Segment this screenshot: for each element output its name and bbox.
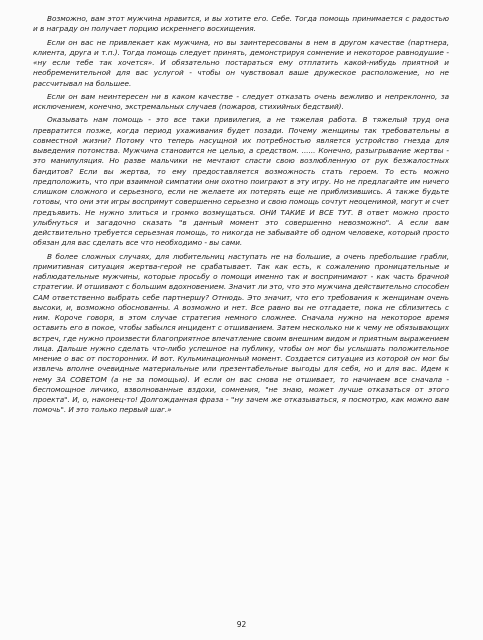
paragraph-3: Если он вам неинтересен ни в каком качестве - следует отказать очень вежливо и непреклонно, за исключением, конечно, экстремальных случаев (пожаров, стихийных бедствий). <box>33 91 449 111</box>
page-number: 92 <box>236 620 247 629</box>
paragraph-5: В более сложных случаях, для любительниц наступать не на большие, а очень пребольшие грабли, примитивная ситуация жертва-герой не срабатывает. Так как есть, к сожалению проницательные и наблюдательные мужчины, которые просьбу о помощи именно так и воспринимают - как часть брачной стратегии. И отшивают с большим вдохновением. Значит ли это, что это мужчина действительно способен САМ ответственно выбрать себе партнершу? Отнюдь. Это значит, что его требования к женщинам очень высоки, и, возможно обоснованны. А возможно и нет. Все равно вы не отгадаете, пока не сблизитесь с ним. Короче говоря, в этом случае стратегия немного сложнее. Сначала нужно на некоторое время оставить его в покое, чтобы забылся инцидент с отшиванием. Затем несколько ни к чему не обязывающих встреч, где нужно произвести благоприятное впечатление своим внешним видом и приятным выражением лица. Дальше нужно сделать что-либо успешное на публику, чтобы он мог бы услышать положительное мнение о вас от посторонних. И вот. Кульминационный момент. Создается ситуация из которой он мог бы извлечь вполне очевидные материальные или презентабельные выгоды для себя, но и для вас. Идем к нему ЗА СОВЕТОМ (а не за помощью). И если он вас снова не отшивает, то начинаем все сначала - беспомощное личико, взволнованные вздохи, сомнения, "не знаю, может лучше отказаться от этого проекта". И, о, наконец-то! Долгожданная фраза - "ну зачем же отказываться, я посмотрю, как можно вам помочь". И это только первый шаг.» <box>33 251 449 415</box>
paragraph-4: Оказывать нам помощь - это все таки привилегия, а не тяжелая работа. В тяжелый труд она превратится позже, когда период ухаживания будет позади. Почему женщины так требовательны в совместной жизни? Потому что теперь насущной их потребностью является устройство гнезда для выведения потомства. Мужчина становится не целью, а средством. ...... Конечно, разыгрывание жертвы - это манипуляция. Но разве мальчики не мечтают спасти свою возлюбленную от рук безжалостных бандитов? Если вы жертва, то ему предоставляется возможность стать героем. То есть можно предположить, что при взаимной симпатии они охотно поиграют в эту игру. Но не предлагайте им ничего слишком сложного и серьезного, если не желаете их потерять еще не приблизившись. А также будьте готовы, что они эти игры воспримут совершенно серьезно и свою помощь сочтут неоценимой, могут и счет предъявить. Не нужно злиться и громко возмущаться. ОНИ ТАКИЕ И ВСЕ ТУТ. В ответ можно просто улыбнуться и загадочно сказать "в данный момент это совершенно невозможно". А если вам действительно требуется серьезная помощь, то никогда не забывайте об одном человеке, который просто обязан для вас сделать все что необходимо - вы сами. <box>33 115 449 248</box>
body-text <box>33 14 449 419</box>
paragraph-2: Если он вас не привлекает как мужчина, но вы заинтересованы в нем в другом качестве (партнера, клиента, друга и т.п.). Тогда помощь следует принять, демонстрируя сомнение и некоторое равнодушие - «ну если тебе так хочется». И обязательно постараться ему отплатить какой-нибудь приятной и необременительной для вас услугой - чтобы он чувствовал ваше дружеское расположение, но не рассчитывал на большее. <box>33 37 449 88</box>
paragraph-1: Возможно, вам этот мужчина нравится, и вы хотите его. Себе. Тогда помощь принимается с радостью и в награду он получает порцию искреннего восхищения. <box>33 14 449 34</box>
